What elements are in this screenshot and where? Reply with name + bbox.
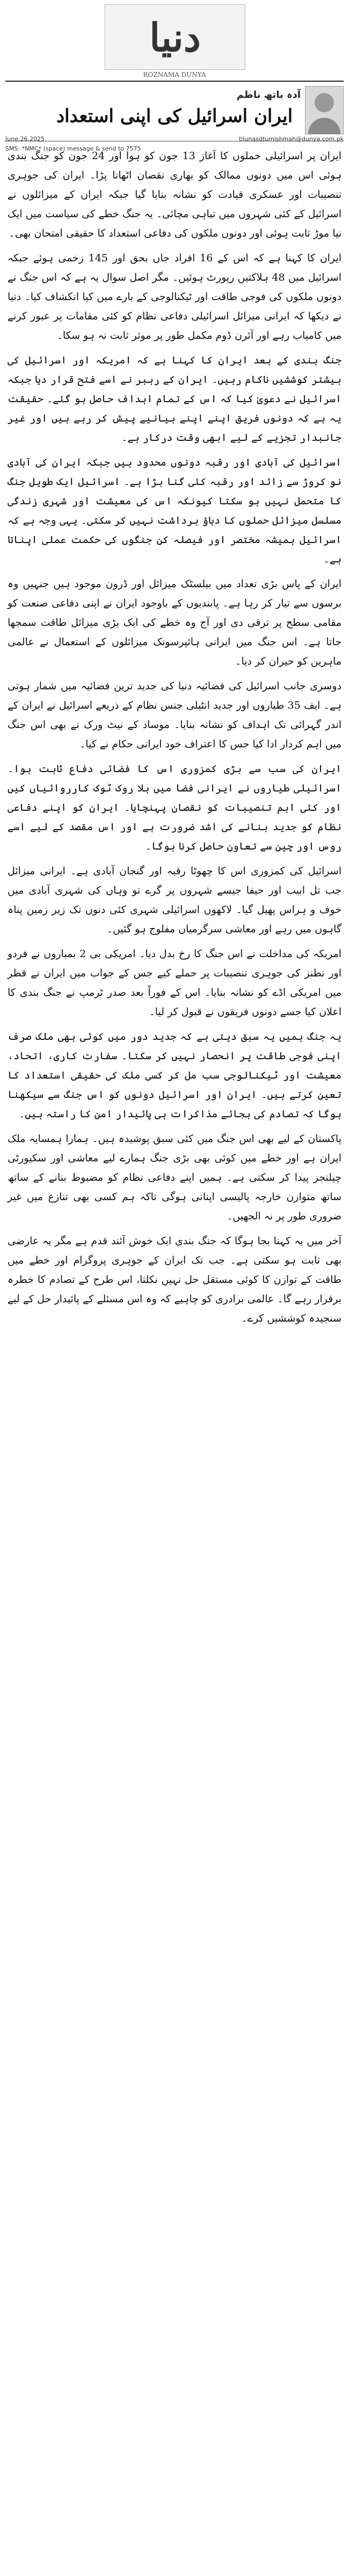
masthead	[0, 0, 349, 152]
meta-row	[5, 135, 344, 152]
author-shoulders-shape	[308, 118, 340, 134]
logo-text: دنیا	[149, 14, 201, 60]
article-body	[8, 146, 341, 1333]
newspaper-logo	[105, 4, 245, 70]
article-paragraph: ایران پر اسرائیلی حملوں کا آغاز 13 جون کو ہوا اور 24 جون کو جنگ بندی ہوئی اس میں دونوں ممالک کو بھاری نقصان اٹھانا پڑا۔ ایران کی جوہری تنصیبات اور عسکری قیادت کو نشانہ بنایا گیا جبکہ ایران کے میزائلوں نے اسرائیل کے کئی شہروں میں تباہی مچائی۔ یہ جنگ خطے کی سیاست میں ایک نیا موڑ ثابت ہوئی اور دونوں ملکوں کی دفاعی استعداد کا حقیقی امتحان بھی۔	[8, 150, 342, 239]
article-paragraph: اسرائیل کی کمزوری اس کا چھوٹا رقبہ اور گنجان آبادی ہے۔ ایرانی میزائل جب تل ابیب اور حیفا جیسے شہروں پر گرے تو وہاں کی شہری آبادی میں خوف و ہراس پھیل گیا۔ لاکھوں اسرائیلی شہری کئی دنوں تک زیر زمین پناہ گاہوں میں رہے اور معاشی سرگرمیاں مفلوج ہو گئیں۔	[8, 865, 341, 935]
publish-date: June,26,2025	[5, 135, 45, 142]
header-divider	[5, 81, 344, 82]
article-paragraph: ایران کے پاس بڑی تعداد میں بیلسٹک میزائل اور ڈرون موجود ہیں جنہیں وہ برسوں سے تیار کر رہا ہے۔ پابندیوں کے باوجود ایران نے اپنی دفاعی صنعت کو مقامی سطح پر ترقی دی اور آج وہ خطے کی ایک بڑی میزائل طاقت سمجھا جاتا ہے۔ اس جنگ میں ایرانی ہائپرسونک میزائلوں کے استعمال نے عالمی ماہرین کو حیران کر دیا۔	[8, 578, 341, 667]
article-paragraph: آخر میں یہ کہنا بجا ہوگا کہ جنگ بندی ایک خوش آئند قدم ہے مگر یہ عارضی بھی ثابت ہو سکتی ہے۔ جب تک ایران کے جوہری پروگرام اور خطے میں طاقت کے توازن کا کوئی مستقل حل نہیں نکلتا، اس طرح کے تصادم کا خطرہ برقرار رہے گا۔ عالمی برادری کو چاہیے کہ وہ اس مسئلے کے پائیدار حل کے لیے سنجیدہ کوششیں کرے۔	[8, 1235, 341, 1324]
logo-subtitle: ROZNAMA DUNYA	[143, 71, 206, 79]
author-email[interactable]: tilunasdtumishmah@dunya.com.pk	[238, 135, 344, 142]
column-name: آدہ باتھ ناظم	[236, 89, 301, 101]
article-paragraph: ایران کا کہنا ہے کہ اس کے 16 افراد جاں بحق اور 145 زخمی ہوئے جبکہ اسرائیل میں 48 ہلاکتیں رپورٹ ہوئیں۔ مگر اصل سوال یہ ہے کہ اس جنگ نے دونوں ملکوں کی فوجی طاقت اور ٹیکنالوجی کے بارے میں کیا انکشاف کیا۔ دنیا نے دیکھا کہ ایرانی میزائل اسرائیلی دفاعی نظام کو کئی مقامات پر عبور کرنے میں کامیاب رہے اور آئرن ڈوم مکمل طور پر موثر ثابت نہ ہو سکا۔	[8, 252, 342, 341]
sms-info: SMS: *NMC* (space) message & send to 7575	[5, 145, 141, 152]
article-paragraph: امریکہ کی مداخلت نے اس جنگ کا رخ بدل دیا۔ امریکی بی 2 بمباروں نے فردو اور نطنز کی جوہری تنصیبات پر حملے کیے جس کے جواب میں ایران نے قطر میں امریکی اڈے کو نشانہ بنایا۔ اس کے فوراً بعد صدر ٹرمپ نے جنگ بندی کا اعلان کیا جسے دونوں فریقوں نے قبول کر لیا۔	[8, 948, 341, 1018]
column-header	[5, 86, 344, 152]
article-paragraph: جنگ بندی کے بعد ایران کا کہنا ہے کہ امریکہ اور اسرائیل کی بیشتر کوششیں ناکام رہیں۔ ایران کے رہبر نے اسے فتح قرار دیا جبکہ اسرائیل نے دعویٰ کیا کہ اس کے تمام اہداف حاصل ہو گئے۔ حقیقت یہ ہے کہ دونوں فریق اپنے اپنے بیانیے پیش کر رہے ہیں اور غیر جانبدار تجزیے کے لیے ابھی وقت درکار ہے۔	[8, 354, 341, 444]
article-paragraph: پاکستان کے لیے بھی اس جنگ میں کئی سبق پوشیدہ ہیں۔ ہمارا ہمسایہ ملک ایران ہے اور خطے میں کوئی بھی بڑی جنگ ہمارے لیے معاشی اور سکیورٹی چیلنجز پیدا کر سکتی ہے۔ ہمیں اپنے دفاعی نظام کو مضبوط بنانے کے ساتھ ساتھ متوازن خارجہ پالیسی اپنانی ہوگی تاکہ ہم کسی بھی تنازع میں غیر ضروری طور پر نہ الجھیں۔	[8, 1133, 341, 1222]
article-paragraph: ایران کی سب سے بڑی کمزوری اس کا فضائی دفاع ثابت ہوا۔ اسرائیلی طیاروں نے ایرانی فضا میں بلا روک ٹوک کارروائیاں کیں اور کئی اہم تنصیبات کو نقصان پہنچایا۔ ایران کو اپنے دفاعی نظام کو جدید بنانے کی اشد ضرورت ہے اور اس مقصد کے لیے اسے روس اور چین سے تعاون حاصل کرنا ہوگا۔	[8, 763, 341, 852]
author-photo	[305, 86, 344, 134]
article-headline: ایران اسرائیل کی اپنی استعداد	[56, 105, 293, 127]
article-paragraph: اسرائیل کی آبادی اور رقبہ دونوں محدود ہیں جبکہ ایران کی آبادی نو کروڑ سے زائد اور رقبہ کئی گنا بڑا ہے۔ اسرائیل ایک طویل جنگ کا متحمل نہیں ہو سکتا کیونکہ اس کی معیشت اور شہری زندگی مسلسل میزائل حملوں کا دباؤ برداشت نہیں کر سکتی۔ یہی وجہ ہے کہ اسرائیل ہمیشہ مختصر اور فیصلہ کن جنگوں کی حکمت عملی اپناتا ہے۔	[8, 456, 341, 565]
article-paragraph: دوسری جانب اسرائیل کی فضائیہ دنیا کی جدید ترین فضائیہ میں شمار ہوتی ہے۔ ایف 35 طیاروں اور جدید انٹیلی جنس نظام کے ذریعے اسرائیل نے ایران کے اندر گہرائی تک اہداف کو نشانہ بنایا۔ موساد کے نیٹ ورک نے بھی اس جنگ میں اہم کردار ادا کیا جس کا اعتراف خود ایرانی حکام نے کیا۔	[8, 680, 341, 750]
author-head-shape	[315, 93, 334, 112]
article-paragraph: یہ جنگ ہمیں یہ سبق دیتی ہے کہ جدید دور میں کوئی بھی ملک صرف اپنی فوجی طاقت پر انحصار نہیں کر سکتا۔ سفارت کاری، اتحاد، معیشت اور ٹیکنالوجی سب مل کر کسی ملک کی حقیقی استعداد کا تعین کرتے ہیں۔ ایران اور اسرائیل دونوں کو اس جنگ سے سیکھنا ہوگا کہ تصادم کی بجائے مذاکرات ہی پائیدار امن کا راستہ ہیں۔	[8, 1031, 341, 1120]
